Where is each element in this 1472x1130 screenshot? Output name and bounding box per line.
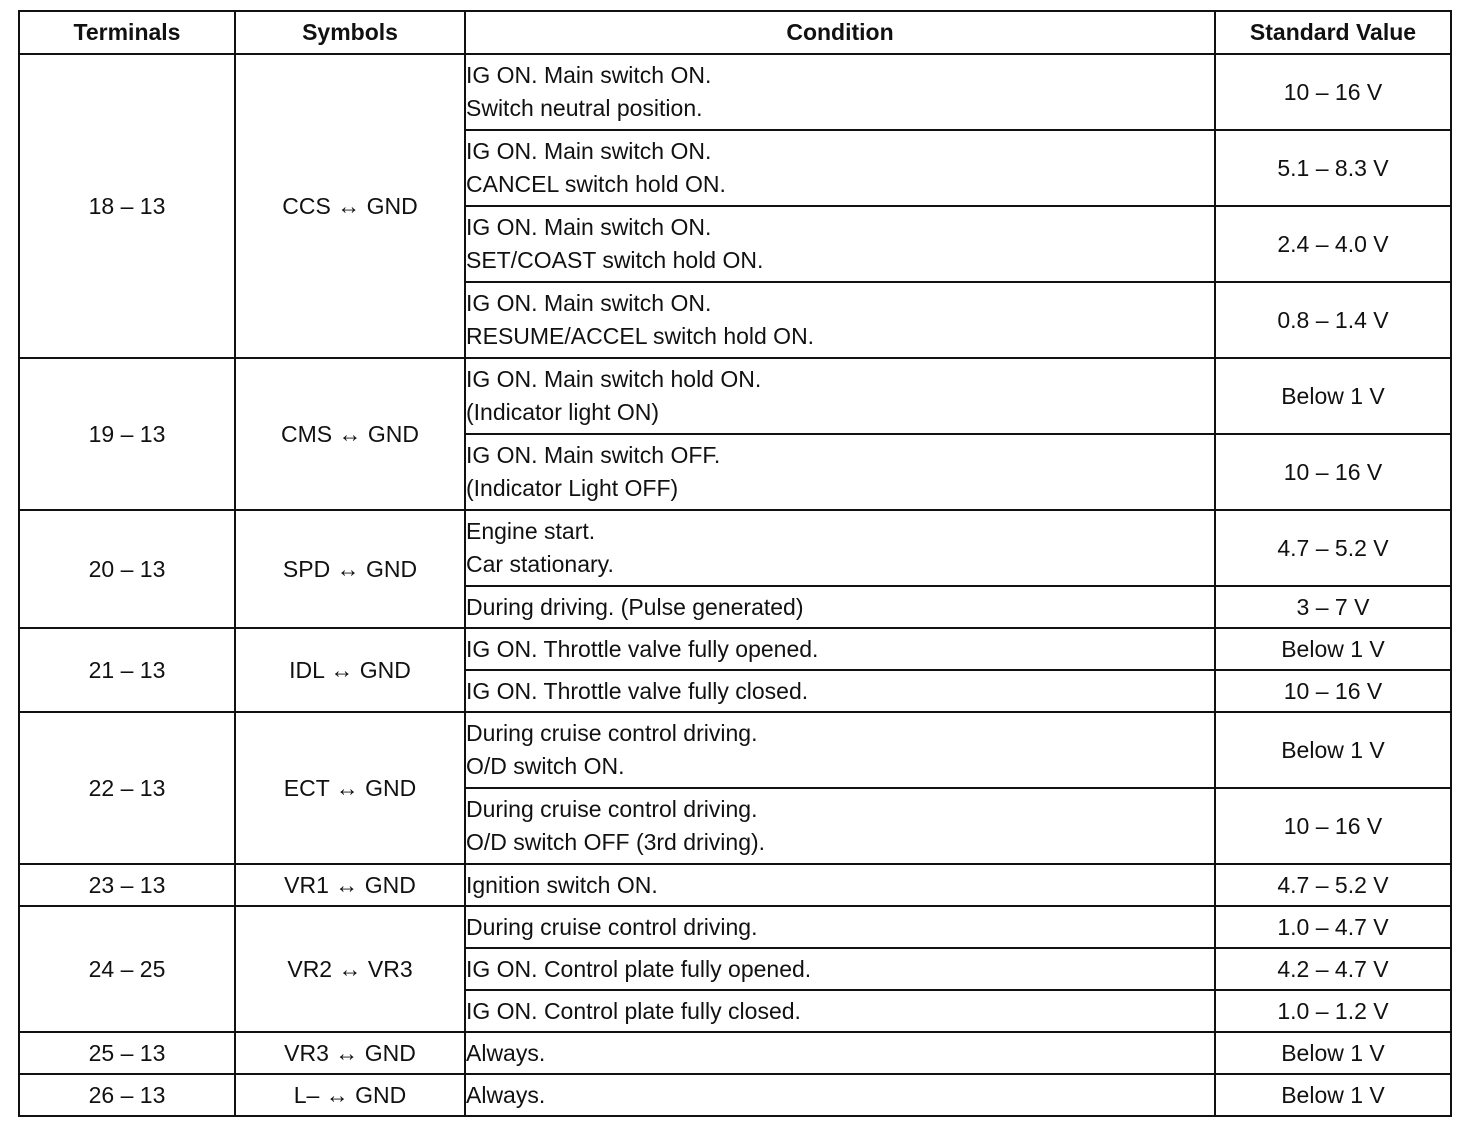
condition-line: (Indicator Light OFF) [466,475,679,501]
table-row [19,1032,1451,1074]
symbols-cell: L– ↔ GND [235,1074,465,1116]
condition-line: CANCEL switch hold ON. [466,171,726,197]
terminals-cell: 23 – 13 [19,864,235,906]
standard-value-cell: Below 1 V [1215,1032,1451,1074]
header-symbols: Symbols [235,11,465,54]
table-row [19,628,1451,670]
condition-cell [465,510,1215,586]
condition-line: Car stationary. [466,551,614,577]
standard-value-cell: 2.4 – 4.0 V [1215,206,1451,282]
standard-value-cell: 10 – 16 V [1215,788,1451,864]
condition-line: During cruise control driving. [466,720,758,746]
standard-value-cell: 5.1 – 8.3 V [1215,130,1451,206]
table-row [19,510,1451,586]
condition-line: SET/COAST switch hold ON. [466,247,764,273]
standard-value-cell: Below 1 V [1215,628,1451,670]
symbols-cell: ECT ↔ GND [235,712,465,864]
terminals-cell: 22 – 13 [19,712,235,864]
standard-value-cell: 10 – 16 V [1215,434,1451,510]
condition-line: During cruise control driving. [466,796,758,822]
condition-line: IG ON. Throttle valve fully opened. [466,635,819,662]
condition-cell [465,788,1215,864]
condition-line: Engine start. [466,518,596,544]
terminals-cell: 18 – 13 [19,54,235,358]
symbols-cell: SPD ↔ GND [235,510,465,628]
header-row [19,11,1451,54]
standard-value-cell: 10 – 16 V [1215,670,1451,712]
symbols-cell: VR2 ↔ VR3 [235,906,465,1032]
condition-cell [465,54,1215,130]
condition-line: Always. [466,1081,546,1108]
condition-line: IG ON. Throttle valve fully closed. [466,677,809,704]
condition-cell [465,282,1215,358]
table-body [19,54,1451,1116]
condition-line: RESUME/ACCEL switch hold ON. [466,323,815,349]
standard-value-cell: 4.7 – 5.2 V [1215,864,1451,906]
terminals-cell: 21 – 13 [19,628,235,712]
condition-line: Ignition switch ON. [466,871,658,898]
condition-line: IG ON. Control plate fully opened. [466,955,812,982]
table-row [19,712,1451,788]
condition-line: During cruise control driving. [466,913,758,940]
condition-line: IG ON. Main switch OFF. [466,442,721,468]
symbols-cell: CMS ↔ GND [235,358,465,510]
condition-cell [465,358,1215,434]
condition-line: IG ON. Control plate fully closed. [466,997,801,1024]
standard-value-cell: 4.7 – 5.2 V [1215,510,1451,586]
symbols-cell: VR1 ↔ GND [235,864,465,906]
symbols-cell: CCS ↔ GND [235,54,465,358]
table-row [19,864,1451,906]
condition-line: O/D switch ON. [466,753,625,779]
terminal-spec-table [18,10,1452,1117]
header-standard-value: Standard Value [1215,11,1451,54]
condition-line: Always. [466,1039,546,1066]
terminals-cell: 19 – 13 [19,358,235,510]
condition-cell [465,670,1215,712]
table-row [19,54,1451,130]
condition-line: IG ON. Main switch ON. [466,138,712,164]
condition-cell [465,712,1215,788]
condition-line: IG ON. Main switch ON. [466,290,712,316]
condition-line: IG ON. Main switch ON. [466,214,712,240]
standard-value-cell: 1.0 – 1.2 V [1215,990,1451,1032]
condition-line: (Indicator light ON) [466,399,660,425]
header-condition: Condition [465,11,1215,54]
condition-cell [465,990,1215,1032]
terminals-cell: 26 – 13 [19,1074,235,1116]
condition-cell [465,1032,1215,1074]
condition-cell [465,906,1215,948]
condition-line: Switch neutral position. [466,95,703,121]
condition-line: IG ON. Main switch ON. [466,62,712,88]
condition-cell [465,628,1215,670]
condition-cell [465,1074,1215,1116]
condition-cell [465,130,1215,206]
condition-cell [465,434,1215,510]
table-row [19,906,1451,948]
standard-value-cell: 4.2 – 4.7 V [1215,948,1451,990]
standard-value-cell: Below 1 V [1215,1074,1451,1116]
condition-cell [465,864,1215,906]
standard-value-cell: 1.0 – 4.7 V [1215,906,1451,948]
condition-cell [465,586,1215,628]
terminals-cell: 24 – 25 [19,906,235,1032]
standard-value-cell: 10 – 16 V [1215,54,1451,130]
condition-cell [465,948,1215,990]
table-row [19,1074,1451,1116]
terminals-cell: 25 – 13 [19,1032,235,1074]
standard-value-cell: 3 – 7 V [1215,586,1451,628]
standard-value-cell: Below 1 V [1215,358,1451,434]
table-row [19,358,1451,434]
symbols-cell: IDL ↔ GND [235,628,465,712]
condition-line: IG ON. Main switch hold ON. [466,366,762,392]
standard-value-cell: 0.8 – 1.4 V [1215,282,1451,358]
standard-value-cell: Below 1 V [1215,712,1451,788]
condition-line: O/D switch OFF (3rd driving). [466,829,766,855]
terminals-cell: 20 – 13 [19,510,235,628]
symbols-cell: VR3 ↔ GND [235,1032,465,1074]
header-terminals: Terminals [19,11,235,54]
condition-line: During driving. (Pulse generated) [466,593,804,620]
condition-cell [465,206,1215,282]
